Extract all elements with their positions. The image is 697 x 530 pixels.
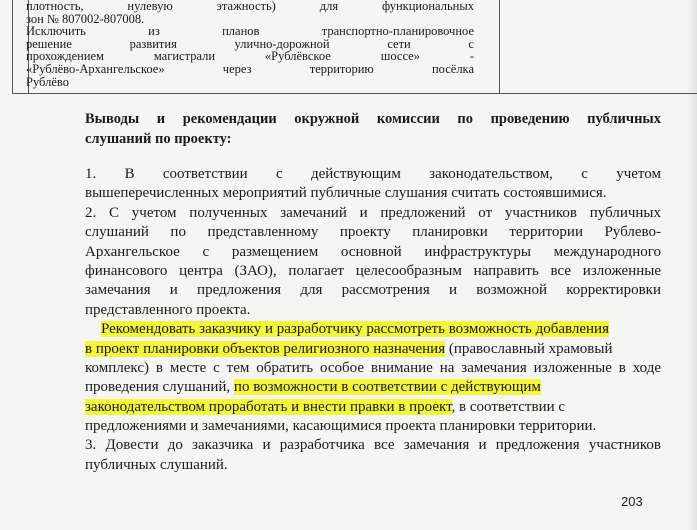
table-line: зон № 807002-807008. [26, 11, 145, 26]
highlighted-text: законодательством проработать и внести правки в проект [85, 398, 452, 415]
highlighted-text: в проект планировки объектов религиозного назначения [85, 340, 446, 357]
paragraph-line: предложениями и замечаниями, касающимися проекта планировки территории. [85, 418, 597, 435]
paragraph-line: слушаний по представленному проекту планировки территории Рублево- [85, 224, 661, 241]
table-line: Рублёво [26, 74, 69, 89]
section-heading [85, 109, 661, 149]
highlighted-text: по возможности в соответствии с действующим [233, 379, 541, 396]
paragraph-text: , в соответствии с [451, 398, 566, 415]
page-number: 203 [621, 494, 643, 509]
paragraph-line: публичных слушаний. [85, 456, 228, 473]
paragraph-line: 2. С учетом полученных замечаний и предложений от участников публичных [85, 204, 661, 221]
paragraph-line: представленного проекта. [85, 301, 251, 318]
table-line: Исключить из планов транспортно-планировочное [26, 24, 474, 39]
table-cell-text [26, 0, 474, 88]
recommendation-line-2 [85, 340, 661, 359]
paragraph-line: комплекс) в месте с тем обратить особое внимание на замечания изложенные в ходе [85, 359, 661, 376]
recommendation-line-1 [85, 320, 661, 339]
heading-line: слушаний по проекту: [85, 131, 232, 147]
table-line: решение развития улично-дорожной сети с [26, 36, 474, 51]
paragraph-line: 3. Довести до заказчика и разработчика все замечания и предложения участников [85, 437, 661, 454]
document-body [85, 165, 661, 475]
recommendation-line-5 [85, 398, 661, 417]
paragraph-line: Архангельское с размещением основной инфраструктуры международного [85, 243, 661, 260]
heading-line: Выводы и рекомендации окружной комиссии по проведению публичных [85, 111, 661, 127]
table-line: «Рублёво-Архангельское» через территорию посёлка [26, 61, 474, 76]
recommendation-line-4 [85, 378, 661, 397]
paragraph-line: 1. В соответствии с действующим законодательством, с учетом [85, 166, 661, 182]
table-line: плотность, нулевую этажность) для функциональных [26, 0, 474, 13]
paragraph-text: (православный храмовый [448, 340, 613, 357]
highlighted-text: Рекомендовать заказчику и разработчику рассмотреть возможность добавления [101, 321, 609, 338]
paragraph-line: замечания и предложения для рассмотрения и возможной корректировки [85, 282, 661, 299]
paragraph-text: проведения слушаний, [85, 379, 231, 396]
paragraph-line: финансового центра (ЗАО), полагает целесообразным направить все изложенные [85, 262, 661, 279]
paragraph-line: вышеперечисленных мероприятий публичные слушания считать состоявшимися. [85, 185, 607, 202]
table-line: прохождением магистрали «Рублёвское шоссе» - [26, 49, 474, 64]
